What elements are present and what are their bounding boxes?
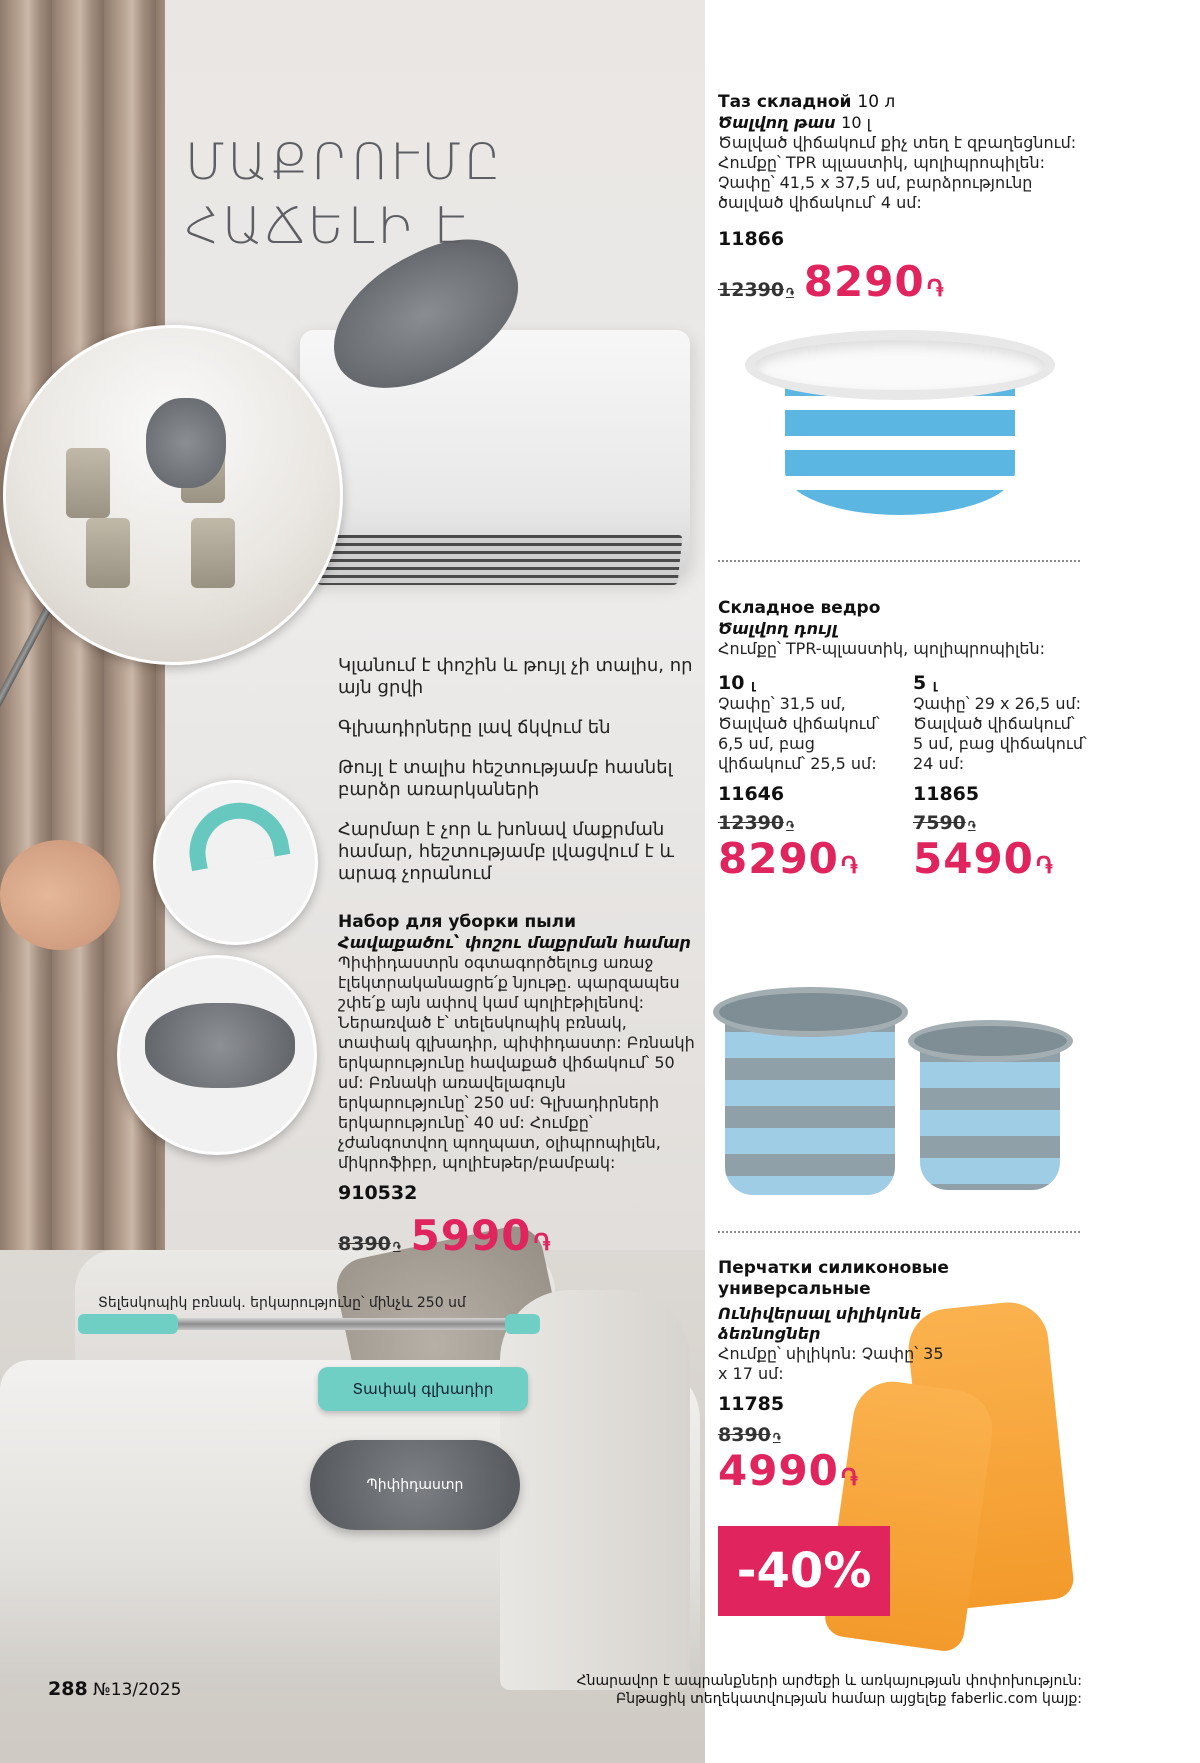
handle-label: Տելեսկոպիկ բռնակ. երկարությունը՝ մինչև 250 սմ — [98, 1295, 466, 1311]
old-price: 8390 ֏ — [718, 1424, 781, 1446]
fluffy-head-part — [310, 1440, 520, 1530]
flat-head-bending-photo — [153, 780, 318, 945]
chandelier-shade — [66, 448, 110, 518]
variant-description: Չափը՝ 29 x 26,5 սմ: Ծալված վիճակում՝ 5 սմ, բաց վիճակում՝ 24 սմ: — [913, 694, 1087, 773]
issue-number: №13/2025 — [93, 1680, 182, 1700]
section-divider — [718, 1231, 1080, 1233]
product-title: Перчатки силиконовые универсальные — [718, 1258, 949, 1299]
product-code: 11646 — [718, 783, 785, 805]
product-subtitle: Հավաքածու՝ փոշու մաքրման համար — [338, 933, 691, 952]
product-code: 11866 — [718, 228, 785, 250]
product-code: 11865 — [913, 783, 980, 805]
product-title: Таз складной 10 л — [718, 92, 896, 112]
footer-disclaimer — [562, 1672, 1082, 1708]
bucket-variant-5l — [913, 672, 1088, 883]
bucket-variant-10l — [718, 672, 893, 883]
benefits-list — [338, 655, 698, 903]
benefit-item: Գլխադիրները լավ ճկվում են — [338, 717, 611, 738]
old-price: 7590 ֏ — [913, 812, 976, 834]
product-code: 11785 — [718, 1393, 785, 1415]
old-price: 8390 ֏ — [338, 1233, 401, 1255]
product-code: 910532 — [338, 1182, 418, 1204]
product-material: Հումքը՝ TPR-պլաստիկ, պոլիպրոպիլեն: — [718, 639, 1046, 658]
variant-volume: 5 լ — [913, 672, 937, 694]
new-price: 5490֏ — [913, 834, 1054, 883]
basin-rim — [745, 330, 1055, 400]
bucket-large-rim — [713, 987, 908, 1037]
flat-head-image — [182, 795, 291, 871]
bucket-small — [920, 1040, 1060, 1190]
flat-head-part — [318, 1367, 528, 1411]
handle-tip — [505, 1314, 540, 1334]
product-description: Հումքը՝ սիլիկոն: Չափը՝ 35 x 17 սմ: — [718, 1344, 944, 1383]
product-title: Набор для уборки пыли — [338, 912, 576, 932]
flat-head-label: Տափակ գլխադիր — [352, 1380, 494, 1398]
headline-line-2: ՀԱՃԵԼԻ Է — [185, 197, 471, 255]
air-conditioner-grill — [317, 535, 682, 585]
new-price: 8290֏ — [803, 257, 945, 306]
page-number: 288 — [48, 1678, 88, 1700]
chandelier-cleaning-photo — [3, 325, 343, 665]
product-basin — [718, 92, 1088, 306]
benefit-item: Կլանում է փոշին և թույլ չի տալիս, որ այն ցրվի — [338, 655, 693, 698]
product-bucket — [718, 598, 1088, 659]
bucket-small-rim — [908, 1020, 1073, 1062]
product-gloves — [718, 1258, 958, 1495]
product-subtitle: Ունիվերսալ սիլիկոնե ձեռնոցներ — [718, 1304, 922, 1343]
product-dust-kit — [338, 912, 698, 1260]
benefit-item: Հարմար է չոր և խոնավ մաքրման համար, հեշտությամբ լվացվում է և արագ չորանում — [338, 819, 675, 884]
folding-buckets-image — [695, 975, 1085, 1200]
bucket-variants — [718, 672, 1088, 883]
old-price: 12390 ֏ — [718, 279, 794, 301]
new-price: 5990֏ — [410, 1211, 552, 1260]
page-headline — [185, 130, 545, 258]
price-row — [338, 1211, 698, 1260]
disclaimer-line: Հնարավոր է ապրանքների արժեքի և առկայության փոփոխություն: — [576, 1673, 1082, 1689]
product-description: Ծալված վիճակում քիչ տեղ է զբաղեցնում: Հումքը՝ TPR պլաստիկ, պոլիպրոպիլեն: Չափը՝ 41,5 x 37,5 սմ, բարձրությունը ծալված վիճակում՝ 4 սմ: — [718, 133, 1077, 212]
old-price: 12390 ֏ — [718, 812, 794, 834]
page-footer — [48, 1678, 181, 1700]
new-price: 4990֏ — [718, 1446, 859, 1495]
sofa-arm-image — [500, 1290, 690, 1690]
bucket-large — [725, 1010, 895, 1195]
chandelier-duster — [146, 398, 226, 488]
variant-description: Չափը՝ 31,5 սմ, Ծալված վիճակում՝ 6,5 սմ, բաց վիճակում՝ 25,5 սմ: — [718, 694, 880, 773]
product-title: Складное ведро — [718, 598, 881, 618]
folding-basin-image — [745, 330, 1055, 520]
handle-grip — [78, 1314, 178, 1334]
chandelier-shade — [191, 518, 235, 588]
new-price: 8290֏ — [718, 834, 859, 883]
fluffy-head-image — [145, 1003, 295, 1088]
product-description: Պիփիդաստրն օգտագործելուց առաջ էլեկտրականացրե՛ք նյութը. պարզապես շփե՛ք այն ափով կամ պոլիէթիլենով: Ներառված է՝ տելեսկոպիկ բռնակ, տափակ գլխադիր, պիփիդաստր: Բռնակի երկարությունը հավաքած վիճակում՝ 50 սմ: Բռնակի առավելագույն երկարությունը՝ 250 սմ: Գլխադիրների երկարությունը՝ 40 սմ: Հումքը՝ չժանգոտվող պողպատ, օլիպրոպիլեն, միկրոֆիբր, պոլիէսթեր/բամբակ: — [338, 953, 695, 1172]
headline-line-1: ՄԱՔՐՈՒՄԸ — [185, 133, 505, 191]
discount-badge: -40% — [718, 1526, 890, 1616]
section-divider — [718, 560, 1080, 562]
variant-volume: 10 լ — [718, 672, 755, 694]
hand-image — [0, 840, 120, 950]
product-subtitle: Ծալվող թաս 10 լ — [718, 113, 871, 132]
price-row — [718, 257, 1088, 306]
fluffy-head-label: Պիփիդաստր — [366, 1477, 464, 1493]
chandelier-shade — [86, 518, 130, 588]
fluffy-head-photo — [117, 955, 317, 1155]
disclaimer-line: Բնթացիկ տեղեկատվության համար այցելեք faberlic.com կայք: — [615, 1691, 1082, 1707]
product-subtitle: Ծալվող դույլ — [718, 619, 838, 638]
benefit-item: Թույլ է տալիս հեշտությամբ հասնել բարձր առարկաների — [338, 757, 673, 800]
